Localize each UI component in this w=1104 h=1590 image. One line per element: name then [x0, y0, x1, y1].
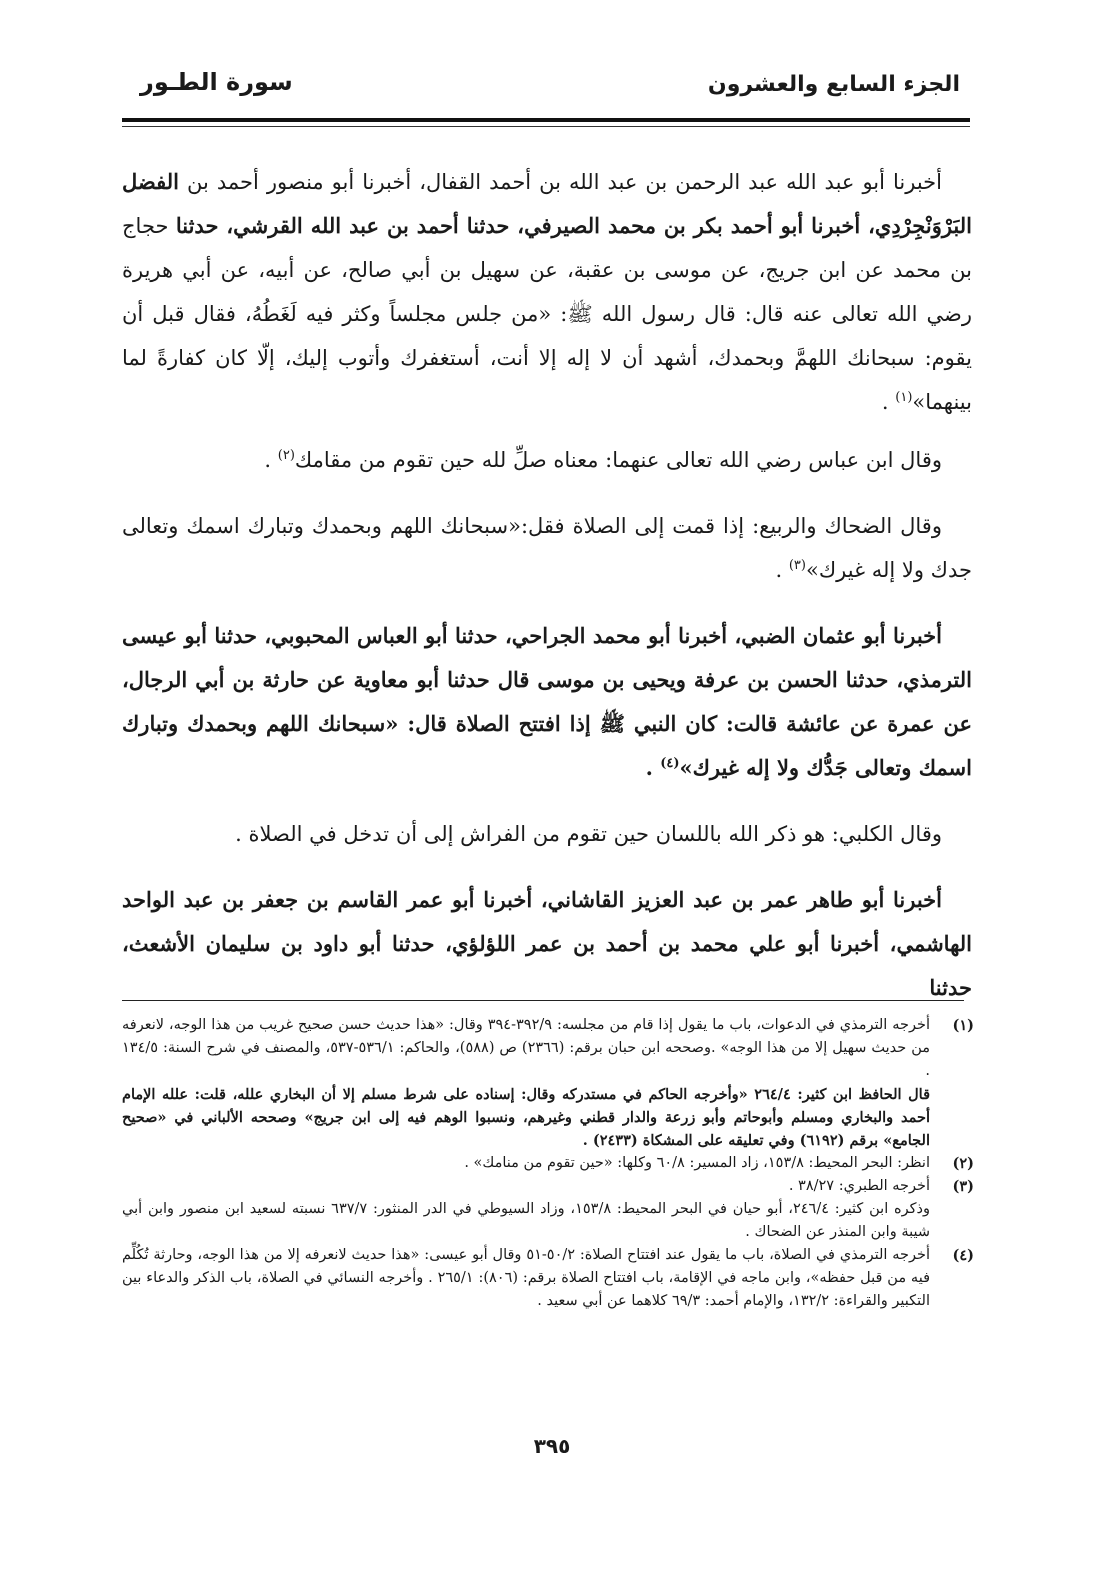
header-rule [122, 118, 970, 122]
footnote-3-line-1: أخرجه الطبري: ٣٨/٢٧ . [788, 1178, 930, 1194]
surah-title: سورة الطـور [140, 68, 293, 96]
footnote-4: (٤) أخرجه الترمذي في الصلاة، باب ما يقول عند افتتاح الصلاة: ٥٠/٢-٥١ وقال أبو عيسى: «هذا حديث لانعرفه إلا من هذا الوجه، وحارثة تُكُلِّم فيه من قبل حفظه»، وابن ماجه في الإقامة، باب افتتاح الصلاة برقم: (٨٠٦): ٢٦٥/١ . وأخرجه النسائي في الصلاة، باب الذكر والدعاء بين التكبير والقراءة: ١٣٢/٢، والإمام أحمد: ٦٩/٣ كلاهما عن أبي سعيد . [122, 1244, 974, 1313]
footnote-number: (٢) [952, 1155, 974, 1172]
paragraph-3: وقال الضحاك والربيع: إذا قمت إلى الصلاة فقل:«سبحانك اللهم وبحمدك وتبارك اسمك وتعالى جدك ولا إله غيرك»$^{(٣)}$ . [122, 514, 972, 582]
footnote-3-line-2: وذكره ابن كثير: ٢٤٦/٤، أبو حيان في البحر المحيط: ١٥٣/٨، وزاد السيوطي في الدر المنثور: ٦٣٧/٧ نسبته لسعيد ابن منصور وابن أبي شيبة وابن المنذر عن الضحاك . [122, 1201, 930, 1240]
footnote-rule [122, 1000, 964, 1001]
paragraph-5: وقال الكلبي: هو ذكر الله باللسان حين تقوم من الفراش إلى أن تدخل في الصلاة . [235, 822, 942, 846]
footnote-ref-4: (٤) [660, 756, 680, 771]
footnote-number: (١) [952, 1017, 974, 1034]
paragraph-4: أخبرنا أبو عثمان الضبي، أخبرنا أبو محمد الجراحي، حدثنا أبو العباس المحبوبي، حدثنا أبو عيسى الترمذي، حدثنا الحسن بن عرفة ويحيى بن موسى قال حدثنا أبو معاوية عن حارثة بن أبي الرجال، عن عمرة عن عائشة قالت: كان النبي ﷺ إذا افتتح الصلاة قال: «سبحانك اللهم وبحمدك وتبارك اسمك وتعالى جَدُّك ولا إله غيرك»$^{(٤)}$ . [122, 623, 972, 780]
paragraph-2: وقال ابن عباس رضي الله تعالى عنهما: معناه صلِّ لله حين تقوم من مقامك$^{(٢)}$ . [264, 448, 942, 472]
header-rule-thin [122, 126, 970, 127]
footnote-ref-3: (٣) [788, 558, 806, 573]
footnote-number: (٣) [952, 1178, 974, 1195]
footnotes [122, 1014, 974, 1313]
running-header [120, 62, 972, 106]
footnote-number: (٤) [952, 1247, 974, 1264]
main-text [122, 160, 972, 1024]
footnote-3 [122, 1175, 974, 1244]
footnote-1-line-2: قال الحافظ ابن كثير: ٢٦٤/٤ «وأخرجه الحاكم في مستدركه وقال: إسناده على شرط مسلم إلا أن البخاري علله، قلت: علله الإمام أحمد والبخاري ومسلم وأبوحاتم وأبو زرعة والدار قطني وغيرهم، ونسبوا الوهم فيه إلى ابن جريج» وصححه الألباني في «صحيح الجامع» برقم (٦١٩٢) وفي تعليقه على المشكاة (٢٤٣٣) . [122, 1086, 931, 1149]
footnote-2: (٢) انظر: البحر المحيط: ١٥٣/٨، زاد المسير: ٦٠/٨ وكلها: «حين تقوم من منامك» . [122, 1152, 974, 1175]
page-number: ٣٩٥ [533, 1434, 571, 1458]
footnote-ref-2: (٢) [277, 448, 295, 463]
footnote-1 [122, 1014, 974, 1152]
paragraph-1: أخبرنا أبو عبد الله عبد الرحمن بن عبد الله بن أحمد القفال، أخبرنا أبو منصور أحمد بن الفضل البَرْوَنْجِرْدِي، أخبرنا أبو أحمد بكر بن محمد الصيرفي، حدثنا أحمد بن عبد الله القرشي، حدثنا حجاج بن محمد عن ابن جريج، عن موسى بن عقبة، عن سهيل بن أبي صالح، عن أبيه، عن أبي هريرة رضي الله تعالى عنه قال: قال رسول الله ﷺ: «من جلس مجلساً وكثر فيه لَغَطُهُ، فقال قبل أن يقوم: سبحانك اللهمَّ وبحمدك، أشهد أن لا إله إلا أنت، أستغفرك وأتوب إليك، إلّا كان كفارةً لما بينهما»$^{(١)}$ . [122, 169, 972, 414]
footnote-1-line-1: أخرجه الترمذي في الدعوات، باب ما يقول إذا قام من مجلسه: ٣٩٢/٩-٣٩٤ وقال: «هذا حديث حسن صحيح غريب من هذا الوجه، لانعرفه من حديث سهيل إلا من هذا الوجه» .وصححه ابن حبان برقم: (٢٣٦٦) ص (٥٨٨)، والحاكم: ٥٣٦/١-٥٣٧، والمصنف في شرح السنة: ١٣٤/٥ . [122, 1017, 931, 1079]
footnote-ref-1: (١) [895, 390, 913, 405]
paragraph-6: أخبرنا أبو طاهر عمر بن عبد العزيز القاشاني، أخبرنا أبو عمر القاسم بن جعفر بن عبد الواحد الهاشمي، أخبرنا أبو علي محمد بن أحمد بن عمر اللؤلؤي، حدثنا أبو داود بن سليمان الأشعث، حدثنا [122, 887, 972, 1000]
part-title: الجزء السابع والعشرون [707, 72, 960, 97]
